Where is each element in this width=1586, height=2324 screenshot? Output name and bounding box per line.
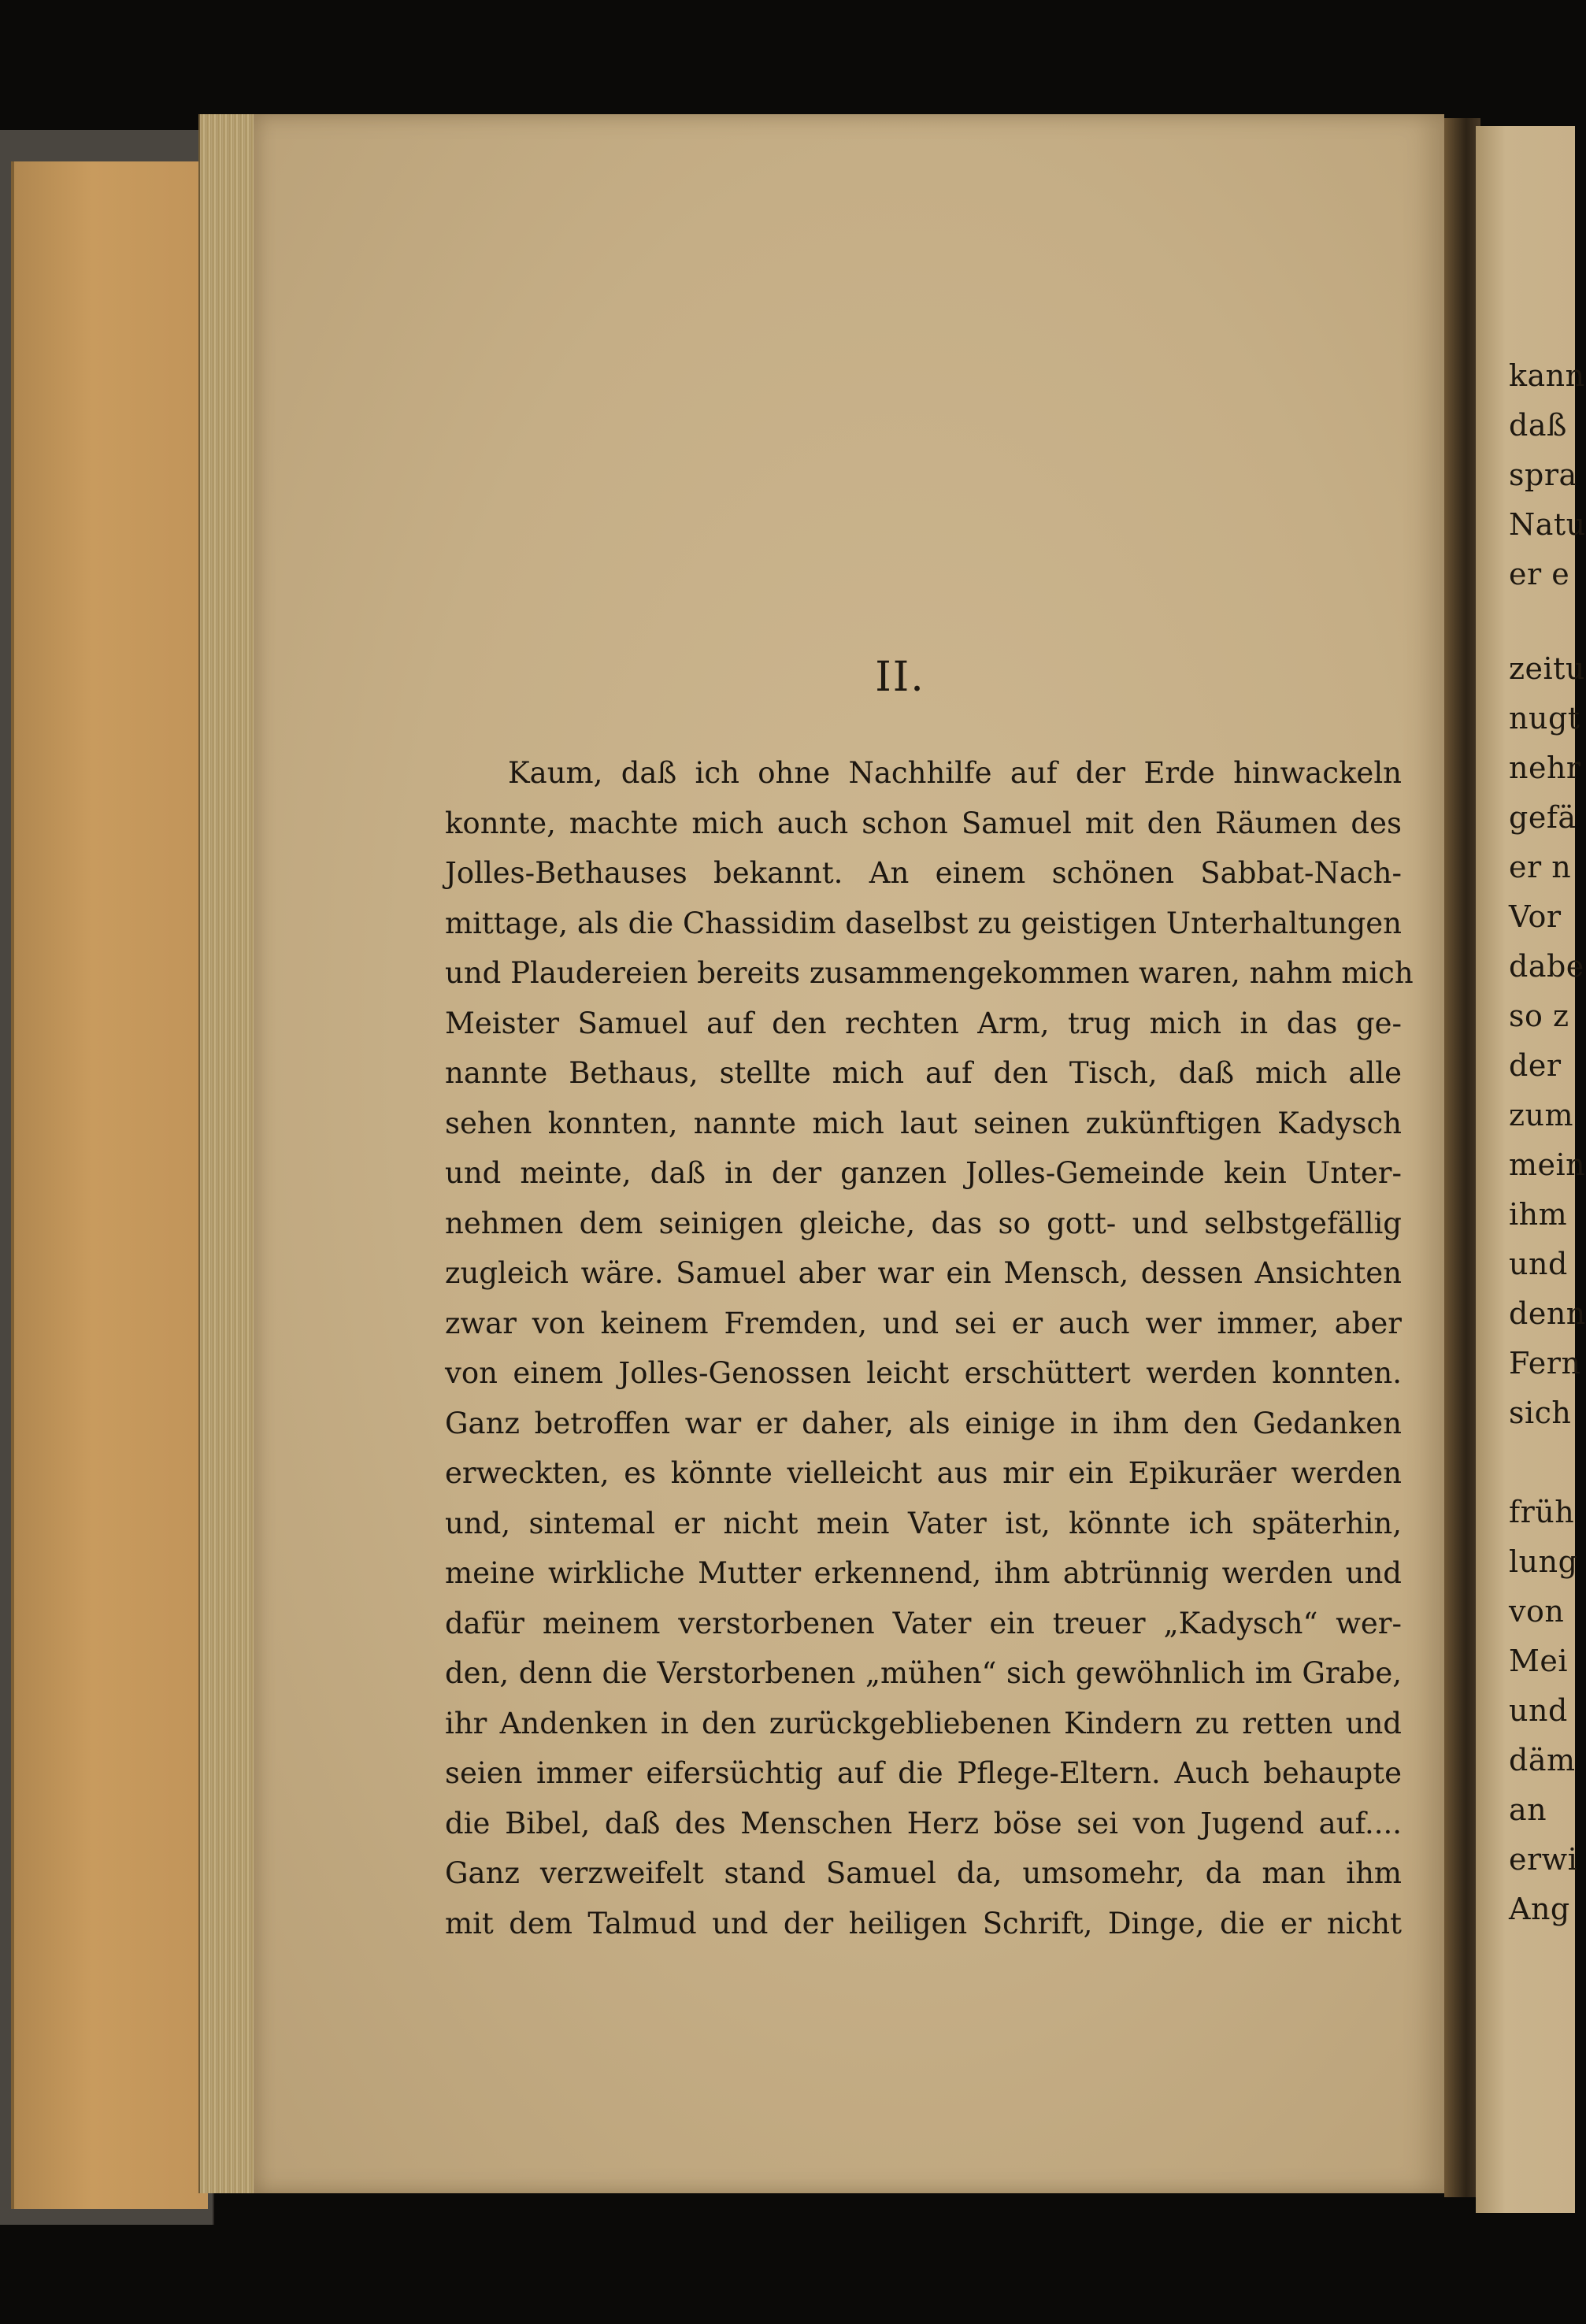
facing-text-fragment: denn xyxy=(1509,1296,1586,1331)
facing-text-fragment: daß xyxy=(1509,408,1567,443)
facing-text-fragment: Natu xyxy=(1509,507,1586,542)
facing-text-fragment: Ang xyxy=(1509,1892,1570,1926)
paragraph-text xyxy=(445,748,1414,1948)
text-line: mittage, als die Chassidim daselbst zu geistigen Unterhaltungen xyxy=(445,906,1402,940)
page-edges xyxy=(198,114,258,2193)
facing-text-fragment: gefä xyxy=(1509,800,1577,835)
text-line: von einem Jolles-Genossen leicht erschüttert werden konnten. xyxy=(445,1356,1402,1390)
facing-text-fragment: mein xyxy=(1509,1147,1586,1182)
facing-text-fragment: zum xyxy=(1509,1098,1574,1132)
text-line: Ganz verzweifelt stand Samuel da, umsomehr, da man ihm xyxy=(445,1856,1402,1890)
text-line: und, sintemal er nicht mein Vater ist, könnte ich späterhin, xyxy=(445,1506,1402,1540)
facing-text-fragment: spra xyxy=(1509,458,1577,492)
book-cover-board xyxy=(11,161,208,2209)
text-line: meine wirkliche Mutter erkennend, ihm abtrünnig werden und xyxy=(445,1556,1402,1590)
facing-text-fragment: Mei xyxy=(1509,1644,1569,1678)
facing-text-fragment: dabe xyxy=(1509,949,1584,984)
facing-text-fragment: däm xyxy=(1509,1743,1576,1777)
book-page-right xyxy=(1476,126,1586,2213)
facing-text-fragment: Fern xyxy=(1509,1346,1581,1381)
facing-text-fragment: und xyxy=(1509,1247,1568,1281)
text-line: nehmen dem seinigen gleiche, das so gott- und selbstgefällig xyxy=(445,1206,1402,1240)
text-line: zugleich wäre. Samuel aber war ein Mensch, dessen Ansichten xyxy=(445,1256,1402,1290)
text-line: und Plaudereien bereits zusammengekommen waren, nahm mich xyxy=(445,956,1414,990)
facing-text-fragment: so z xyxy=(1509,999,1569,1033)
text-line: nannte Bethaus, stellte mich auf den Tisch, daß mich alle xyxy=(445,1056,1402,1090)
facing-text-fragment: sich xyxy=(1509,1396,1572,1430)
text-line: den, denn die Verstorbenen „mühen“ sich gewöhnlich im Grabe, xyxy=(445,1656,1402,1690)
text-line: sehen konnten, nannte mich laut seinen zukünftigen Kadysch xyxy=(445,1106,1402,1140)
facing-text-fragment: lung xyxy=(1509,1544,1578,1579)
text-line: erweckten, es könnte vielleicht aus mir ein Epikuräer werden xyxy=(445,1456,1402,1490)
facing-text-fragment: Vor xyxy=(1509,899,1562,934)
chapter-heading: II. xyxy=(875,654,925,701)
text-line: mit dem Talmud und der heiligen Schrift, Dinge, die er nicht xyxy=(445,1906,1402,1940)
facing-text-fragment: ihm xyxy=(1509,1197,1568,1232)
facing-text-fragment: zeitu xyxy=(1509,651,1585,686)
facing-text-fragment: nugt xyxy=(1509,701,1580,736)
text-line: Jolles-Bethauses bekannt. An einem schönen Sabbat-Nach- xyxy=(445,856,1402,890)
text-line: Kaum, daß ich ohne Nachhilfe auf der Erde hinwackeln xyxy=(508,756,1402,790)
facing-text-fragment: früh xyxy=(1509,1495,1575,1529)
text-line: ihr Andenken in den zurückgebliebenen Kindern zu retten und xyxy=(445,1706,1402,1740)
facing-text-fragment: von xyxy=(1509,1594,1565,1629)
text-line: dafür meinem verstorbenen Vater ein treuer „Kadysch“ wer- xyxy=(445,1606,1402,1640)
facing-text-fragment: er n xyxy=(1509,850,1572,884)
facing-text-fragment: er e xyxy=(1509,557,1570,591)
text-line: Meister Samuel auf den rechten Arm, trug mich in das ge- xyxy=(445,1006,1402,1040)
text-line: die Bibel, daß des Menschen Herz böse sei von Jugend auf.... xyxy=(445,1806,1402,1840)
text-line: Ganz betroffen war er daher, als einige in ihm den Gedanken xyxy=(445,1406,1402,1440)
facing-text-fragment: kann xyxy=(1509,358,1585,393)
text-line: zwar von keinem Fremden, und sei er auch wer immer, aber xyxy=(445,1306,1402,1340)
text-line: seien immer eifersüchtig auf die Pflege-Eltern. Auch behaupte xyxy=(445,1756,1402,1790)
facing-text-fragment: und xyxy=(1509,1693,1568,1728)
facing-text-fragment: nehr xyxy=(1509,751,1581,785)
facing-text-fragment: erwi xyxy=(1509,1842,1578,1877)
facing-text-fragment: an xyxy=(1509,1792,1547,1827)
text-line: konnte, machte mich auch schon Samuel mit den Räumen des xyxy=(445,806,1402,840)
facing-text-fragment: der xyxy=(1509,1048,1562,1083)
text-line: und meinte, daß in der ganzen Jolles-Gemeinde kein Unter- xyxy=(445,1156,1402,1190)
